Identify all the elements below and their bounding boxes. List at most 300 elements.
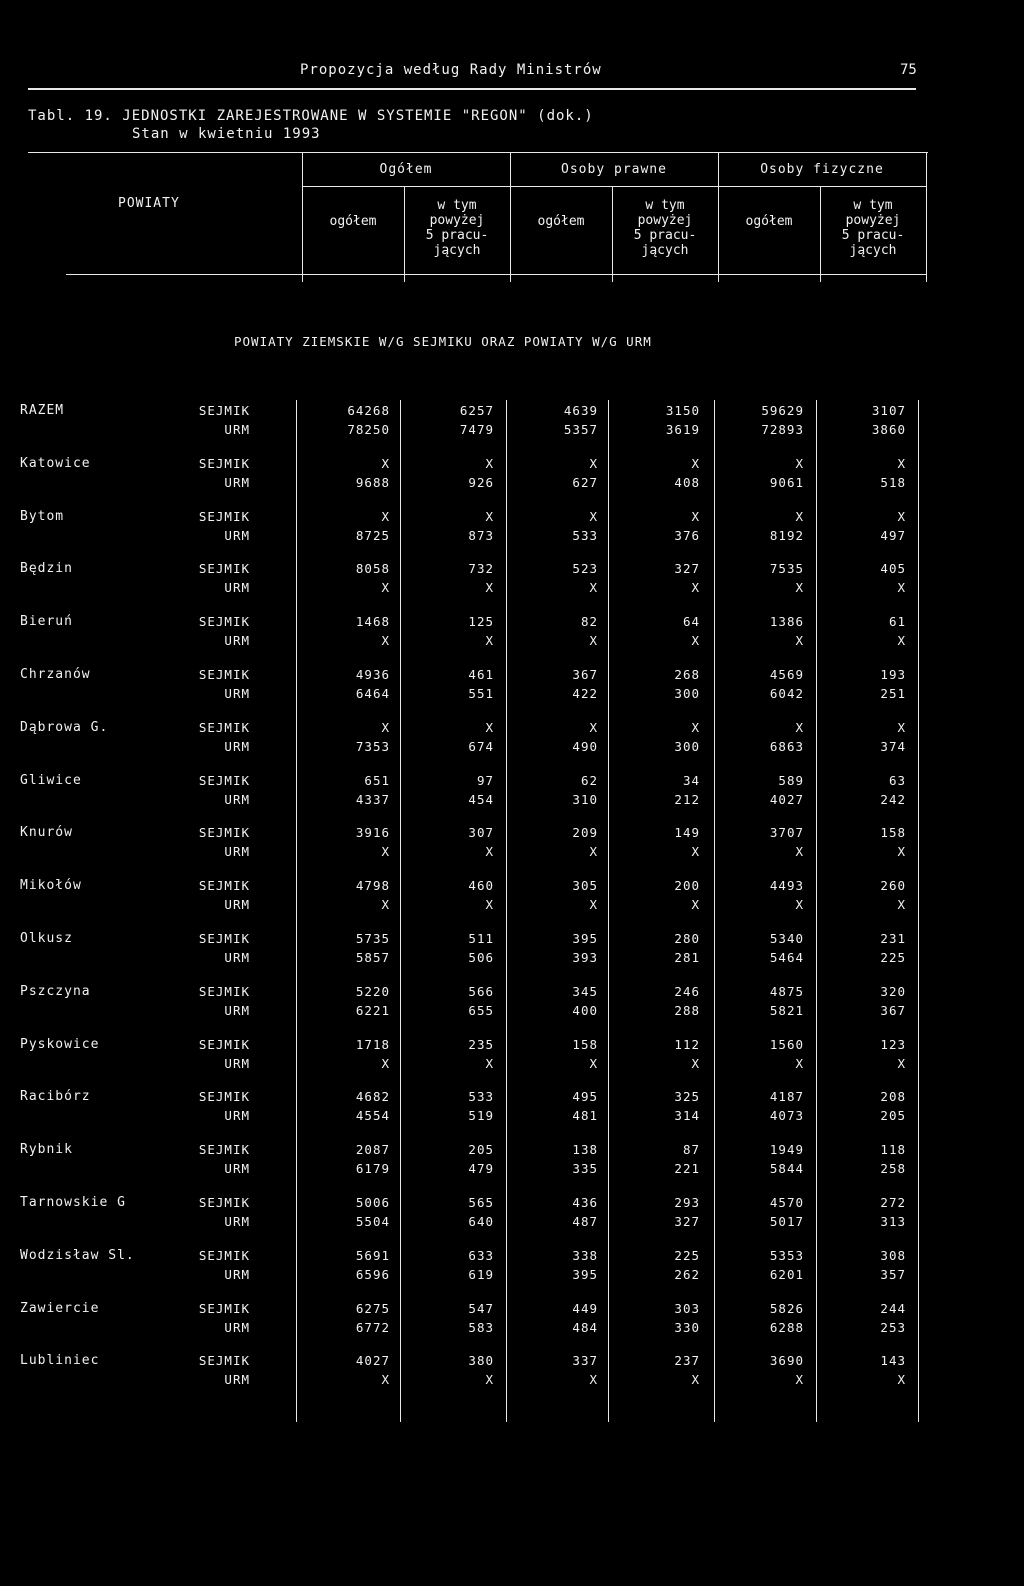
- table-cell: 209: [572, 825, 598, 841]
- table-cell: 231: [880, 931, 906, 946]
- col-header-over5: w tym powyżej 5 pracu- jących: [841, 198, 905, 258]
- row-category: SEJMIK: [198, 1247, 250, 1263]
- table-cell: 268: [674, 667, 700, 682]
- table-cell: 125: [468, 614, 494, 630]
- table-cell: 651: [364, 772, 390, 788]
- table-cell: 5464: [769, 950, 804, 965]
- table-cell: 519: [468, 1108, 494, 1124]
- table-cell: 5691: [355, 1247, 390, 1263]
- table-cell: 4875: [769, 983, 804, 999]
- table-cell: X: [485, 719, 494, 735]
- page-number: 75: [900, 62, 917, 78]
- table-cell: 327: [674, 561, 700, 577]
- table-cell: 367: [572, 667, 598, 682]
- row-category: URM: [224, 422, 250, 437]
- table-cell: 272: [880, 1195, 906, 1210]
- row-label: Chrzanów: [20, 667, 91, 682]
- table-cell: X: [485, 844, 494, 860]
- row-label: Olkusz: [20, 931, 73, 946]
- table-cell: X: [381, 897, 390, 913]
- table-cell: 357: [880, 1266, 906, 1282]
- row-category: SEJMIK: [198, 983, 250, 999]
- table-cell: X: [485, 897, 494, 913]
- row-category: URM: [224, 1055, 250, 1071]
- table-cell: 6863: [769, 738, 804, 754]
- row-category: SEJMIK: [198, 1142, 250, 1158]
- table-cell: 293: [674, 1195, 700, 1210]
- row-label: Wodzisław Sl.: [20, 1247, 135, 1263]
- table-cell: 3916: [355, 825, 390, 841]
- table-cell: X: [691, 844, 700, 860]
- table-cell: 395: [572, 1266, 598, 1282]
- table-cell: 506: [468, 950, 494, 965]
- table-cell: 1386: [769, 614, 804, 630]
- table-cell: 335: [572, 1161, 598, 1177]
- table-cell: 4554: [355, 1108, 390, 1124]
- table-cell: 253: [880, 1319, 906, 1335]
- table-cell: 300: [674, 686, 700, 701]
- table-cell: 308: [880, 1247, 906, 1263]
- table-cell: 655: [468, 1002, 494, 1018]
- table-cell: 732: [468, 561, 494, 577]
- body-vline: [608, 400, 609, 1422]
- table-cell: 143: [880, 1353, 906, 1369]
- table-cell: 376: [674, 527, 700, 543]
- table-cell: X: [691, 1372, 700, 1388]
- table-cell: 320: [880, 983, 906, 999]
- row-header-label: POWIATY: [118, 196, 180, 211]
- table-cell: 345: [572, 983, 598, 999]
- table-cell: X: [589, 1372, 598, 1388]
- row-category: SEJMIK: [198, 1300, 250, 1316]
- table-cell: 1718: [355, 1036, 390, 1052]
- row-category: URM: [224, 897, 250, 913]
- table-cell: 61: [888, 614, 906, 630]
- table-cell: 5220: [355, 983, 390, 999]
- table-cell: 158: [572, 1036, 598, 1052]
- table-cell: 193: [880, 667, 906, 682]
- table-cell: 484: [572, 1319, 598, 1335]
- table-cell: X: [381, 633, 390, 649]
- row-category: SEJMIK: [198, 561, 250, 577]
- row-label: Rybnik: [20, 1142, 73, 1158]
- table-cell: 5826: [769, 1300, 804, 1316]
- table-cell: 4073: [769, 1108, 804, 1124]
- row-label: Dąbrowa G.: [20, 719, 109, 735]
- table-cell: X: [381, 719, 390, 735]
- table-cell: 313: [880, 1214, 906, 1229]
- table-cell: 6179: [355, 1161, 390, 1177]
- table-cell: 7479: [459, 422, 494, 437]
- row-label: Będzin: [20, 561, 73, 577]
- table-cell: 490: [572, 738, 598, 754]
- row-label: Tarnowskie G: [20, 1195, 126, 1210]
- row-label: Pszczyna: [20, 983, 91, 999]
- table-cell: 305: [572, 878, 598, 894]
- table-cell: 395: [572, 931, 598, 946]
- row-category: SEJMIK: [198, 1036, 250, 1052]
- table-cell: X: [381, 455, 390, 471]
- table-cell: 533: [572, 527, 598, 543]
- table-cell: 6275: [355, 1300, 390, 1316]
- table-cell: 3619: [665, 422, 700, 437]
- table-cell: 310: [572, 791, 598, 807]
- table-cell: 2087: [355, 1142, 390, 1158]
- table-cell: 205: [468, 1142, 494, 1158]
- table-cell: 62: [580, 772, 598, 788]
- row-category: URM: [224, 633, 250, 649]
- table-cell: 9688: [355, 474, 390, 490]
- row-category: URM: [224, 474, 250, 490]
- table-cell: 97: [476, 772, 494, 788]
- table-cell: X: [589, 897, 598, 913]
- table-cell: 8725: [355, 527, 390, 543]
- table-cell: X: [589, 508, 598, 524]
- table-cell: 400: [572, 1002, 598, 1018]
- row-category: URM: [224, 686, 250, 701]
- row-label: Pyskowice: [20, 1036, 100, 1052]
- table-cell: 926: [468, 474, 494, 490]
- table-cell: X: [795, 844, 804, 860]
- table-cell: X: [485, 455, 494, 471]
- row-label: Bieruń: [20, 614, 73, 630]
- body-vline: [400, 400, 401, 1422]
- table-cell: X: [795, 455, 804, 471]
- row-category: SEJMIK: [198, 878, 250, 894]
- table-cell: X: [485, 580, 494, 596]
- table-cell: 633: [468, 1247, 494, 1263]
- table-cell: X: [691, 719, 700, 735]
- row-category: URM: [224, 580, 250, 596]
- table-cell: 8058: [355, 561, 390, 577]
- table-cell: 138: [572, 1142, 598, 1158]
- table-cell: 158: [880, 825, 906, 841]
- group-header: Osoby fizyczne: [760, 162, 884, 177]
- table-cell: X: [589, 580, 598, 596]
- row-category: SEJMIK: [198, 403, 250, 418]
- body-vline: [918, 400, 919, 1422]
- table-cell: 337: [572, 1353, 598, 1369]
- table-cell: X: [795, 719, 804, 735]
- table-cell: X: [897, 508, 906, 524]
- table-cell: 281: [674, 950, 700, 965]
- table-cell: 3150: [665, 403, 700, 418]
- row-category: URM: [224, 1108, 250, 1124]
- col-header-total: ogółem: [537, 214, 585, 229]
- table-cell: 4187: [769, 1089, 804, 1105]
- table-cell: X: [589, 719, 598, 735]
- table-cell: X: [485, 633, 494, 649]
- table-cell: X: [381, 844, 390, 860]
- table-cell: X: [897, 897, 906, 913]
- table-cell: 5735: [355, 931, 390, 946]
- row-category: SEJMIK: [198, 1353, 250, 1369]
- table-cell: 5340: [769, 931, 804, 946]
- table-cell: 627: [572, 474, 598, 490]
- table-cell: 1468: [355, 614, 390, 630]
- row-category: URM: [224, 1161, 250, 1177]
- table-cell: X: [589, 1055, 598, 1071]
- row-label: Lubliniec: [20, 1353, 100, 1369]
- table-cell: X: [589, 633, 598, 649]
- table-cell: 1949: [769, 1142, 804, 1158]
- body-vline: [714, 400, 715, 1422]
- table-cell: X: [897, 633, 906, 649]
- group-header: Ogółem: [379, 162, 433, 177]
- table-cell: X: [381, 1372, 390, 1388]
- table-cell: 436: [572, 1195, 598, 1210]
- section-title: POWIATY ZIEMSKIE W/G SEJMIKU ORAZ POWIATY W/G URM: [234, 334, 652, 349]
- table-cell: 87: [682, 1142, 700, 1158]
- table-cell: 280: [674, 931, 700, 946]
- table-cell: 200: [674, 878, 700, 894]
- table-cell: 6288: [769, 1319, 804, 1335]
- row-category: SEJMIK: [198, 1089, 250, 1105]
- table-cell: 4493: [769, 878, 804, 894]
- table-cell: 4027: [355, 1353, 390, 1369]
- table-cell: 6596: [355, 1266, 390, 1282]
- table-cell: 260: [880, 878, 906, 894]
- table-cell: X: [691, 508, 700, 524]
- table-cell: 640: [468, 1214, 494, 1229]
- row-category: SEJMIK: [198, 614, 250, 630]
- table-cell: X: [897, 455, 906, 471]
- col-header-over5: w tym powyżej 5 pracu- jących: [633, 198, 697, 258]
- row-category: URM: [224, 527, 250, 543]
- table-cell: 5857: [355, 950, 390, 965]
- table-cell: 5006: [355, 1195, 390, 1210]
- table-cell: 589: [778, 772, 804, 788]
- table-cell: X: [691, 455, 700, 471]
- table-cell: 149: [674, 825, 700, 841]
- table-cell: 221: [674, 1161, 700, 1177]
- body-vline: [816, 400, 817, 1422]
- table-cell: 4337: [355, 791, 390, 807]
- table-cell: 325: [674, 1089, 700, 1105]
- row-category: SEJMIK: [198, 508, 250, 524]
- row-label: Mikołów: [20, 878, 82, 894]
- table-cell: 118: [880, 1142, 906, 1158]
- table-cell: 674: [468, 738, 494, 754]
- table-cell: 303: [674, 1300, 700, 1316]
- table-cell: 208: [880, 1089, 906, 1105]
- row-label: Gliwice: [20, 772, 82, 788]
- row-category: SEJMIK: [198, 455, 250, 471]
- table-cell: 262: [674, 1266, 700, 1282]
- table-cell: 6464: [355, 686, 390, 701]
- table-cell: 246: [674, 983, 700, 999]
- table-cell: 7535: [769, 561, 804, 577]
- table-cell: 4936: [355, 667, 390, 682]
- table-cell: 4798: [355, 878, 390, 894]
- table-cell: 225: [674, 1247, 700, 1263]
- body-vline: [296, 400, 297, 1422]
- table-cell: X: [795, 508, 804, 524]
- row-category: URM: [224, 738, 250, 754]
- table-cell: X: [381, 508, 390, 524]
- table-cell: X: [795, 1372, 804, 1388]
- table-cell: 6042: [769, 686, 804, 701]
- table-cell: 3860: [871, 422, 906, 437]
- table-cell: 481: [572, 1108, 598, 1124]
- table-cell: 235: [468, 1036, 494, 1052]
- table-cell: 4027: [769, 791, 804, 807]
- running-header: Propozycja według Rady Ministrów: [300, 62, 602, 78]
- row-label: Zawiercie: [20, 1300, 100, 1316]
- table-cell: 338: [572, 1247, 598, 1263]
- table-cell: 6257: [459, 403, 494, 418]
- table-cell: 454: [468, 791, 494, 807]
- table-cell: 5844: [769, 1161, 804, 1177]
- table-cell: 393: [572, 950, 598, 965]
- table-cell: 8192: [769, 527, 804, 543]
- table-cell: 327: [674, 1214, 700, 1229]
- table-cell: 374: [880, 738, 906, 754]
- col-header-total: ogółem: [329, 214, 377, 229]
- table-cell: 288: [674, 1002, 700, 1018]
- table-cell: 78250: [347, 422, 390, 437]
- table-cell: X: [795, 580, 804, 596]
- table-cell: 533: [468, 1089, 494, 1105]
- table-cell: 6772: [355, 1319, 390, 1335]
- row-category: SEJMIK: [198, 1195, 250, 1210]
- table-cell: 225: [880, 950, 906, 965]
- table-cell: 479: [468, 1161, 494, 1177]
- table-cell: 112: [674, 1036, 700, 1052]
- table-cell: 6221: [355, 1002, 390, 1018]
- table-cell: X: [381, 580, 390, 596]
- table-cell: X: [691, 897, 700, 913]
- table-cell: 307: [468, 825, 494, 841]
- row-category: SEJMIK: [198, 719, 250, 735]
- table-cell: 461: [468, 667, 494, 682]
- table-cell: X: [795, 1055, 804, 1071]
- table-cell: 5353: [769, 1247, 804, 1263]
- table-cell: 9061: [769, 474, 804, 490]
- table-cell: 59629: [761, 403, 804, 418]
- table-cell: 3707: [769, 825, 804, 841]
- table-cell: X: [691, 1055, 700, 1071]
- row-category: URM: [224, 1266, 250, 1282]
- table-cell: 4569: [769, 667, 804, 682]
- body-vline: [506, 400, 507, 1422]
- row-category: URM: [224, 1002, 250, 1018]
- table-cell: X: [691, 633, 700, 649]
- table-cell: X: [485, 1055, 494, 1071]
- table-cell: 565: [468, 1195, 494, 1210]
- table-cell: 873: [468, 527, 494, 543]
- table-cell: 405: [880, 561, 906, 577]
- table-cell: 547: [468, 1300, 494, 1316]
- table-cell: X: [381, 1055, 390, 1071]
- table-cell: 237: [674, 1353, 700, 1369]
- row-category: URM: [224, 1319, 250, 1335]
- header-rule: [28, 88, 916, 90]
- row-label: Bytom: [20, 508, 65, 524]
- table-cell: 34: [682, 772, 700, 788]
- table-cell: 408: [674, 474, 700, 490]
- table-cell: 212: [674, 791, 700, 807]
- table-cell: X: [795, 633, 804, 649]
- group-rule: [302, 186, 927, 187]
- header-vline: [926, 152, 927, 282]
- table-cell: 258: [880, 1161, 906, 1177]
- table-cell: 422: [572, 686, 598, 701]
- table-cell: 497: [880, 527, 906, 543]
- table-cell: 242: [880, 791, 906, 807]
- table-cell: 205: [880, 1108, 906, 1124]
- table-cell: 3107: [871, 403, 906, 418]
- table-cell: 566: [468, 983, 494, 999]
- table-cell: 4682: [355, 1089, 390, 1105]
- row-category: URM: [224, 1372, 250, 1388]
- table-cell: 511: [468, 931, 494, 946]
- table-cell: 523: [572, 561, 598, 577]
- table-cell: 72893: [761, 422, 804, 437]
- table-cell: X: [485, 1372, 494, 1388]
- table-cell: 518: [880, 474, 906, 490]
- table-cell: 487: [572, 1214, 598, 1229]
- table-cell: 5017: [769, 1214, 804, 1229]
- table-cell: 82: [580, 614, 598, 630]
- table-cell: X: [897, 844, 906, 860]
- table-cell: 63: [888, 772, 906, 788]
- table-cell: 5357: [563, 422, 598, 437]
- table-cell: 583: [468, 1319, 494, 1335]
- row-category: URM: [224, 844, 250, 860]
- header-bottom-rule: [66, 274, 927, 275]
- row-category: URM: [224, 791, 250, 807]
- table-cell: X: [897, 719, 906, 735]
- table-cell: X: [897, 1055, 906, 1071]
- table-cell: 64268: [347, 403, 390, 418]
- table-cell: 1560: [769, 1036, 804, 1052]
- table-cell: 5821: [769, 1002, 804, 1018]
- table-cell: 7353: [355, 738, 390, 754]
- table-cell: X: [589, 844, 598, 860]
- table-cell: 5504: [355, 1214, 390, 1229]
- table-top-rule: [28, 152, 928, 153]
- row-label: Knurów: [20, 825, 73, 841]
- table-cell: 495: [572, 1089, 598, 1105]
- table-cell: 3690: [769, 1353, 804, 1369]
- table-cell: X: [485, 508, 494, 524]
- row-label: Racibórz: [20, 1089, 91, 1105]
- table-cell: X: [691, 580, 700, 596]
- table-cell: X: [897, 580, 906, 596]
- table-cell: 314: [674, 1108, 700, 1124]
- table-cell: X: [795, 897, 804, 913]
- row-category: SEJMIK: [198, 931, 250, 946]
- table-cell: 4639: [563, 403, 598, 418]
- table-cell: 380: [468, 1353, 494, 1369]
- row-category: URM: [224, 1214, 250, 1229]
- table-cell: 300: [674, 738, 700, 754]
- table-cell: 6201: [769, 1266, 804, 1282]
- table-cell: 330: [674, 1319, 700, 1335]
- table-cell: 367: [880, 1002, 906, 1018]
- row-label: RAZEM: [20, 403, 65, 418]
- table-cell: 123: [880, 1036, 906, 1052]
- group-header: Osoby prawne: [561, 162, 667, 177]
- row-category: SEJMIK: [198, 667, 250, 682]
- table-cell: X: [589, 455, 598, 471]
- table-cell: 449: [572, 1300, 598, 1316]
- row-category: SEJMIK: [198, 825, 250, 841]
- row-label: Katowice: [20, 455, 91, 471]
- table-cell: 551: [468, 686, 494, 701]
- table-cell: 64: [682, 614, 700, 630]
